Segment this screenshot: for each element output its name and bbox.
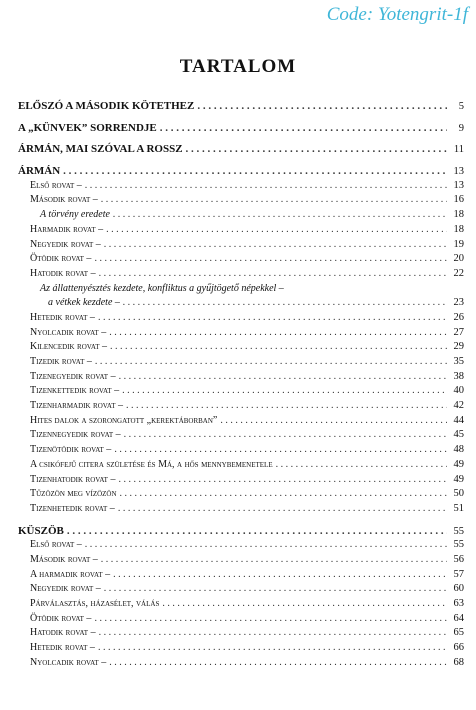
toc-entry-label: Első rovat – (30, 179, 82, 191)
dot-leader (63, 164, 447, 179)
toc-entry-page: 13 (453, 166, 464, 178)
watermark-code: Code: Yotengrit-1f (326, 4, 468, 25)
toc-entry-page: 42 (453, 400, 464, 412)
toc-entry (18, 326, 464, 341)
toc-entry-page: 27 (453, 326, 464, 338)
dot-leader (113, 568, 447, 583)
toc-entry (18, 443, 464, 458)
toc-entry-label: Második rovat – (30, 194, 98, 206)
toc-entry (18, 656, 464, 671)
toc-entry (18, 179, 464, 194)
toc-entry (18, 238, 464, 253)
toc-entry (18, 641, 464, 656)
toc-entry (18, 296, 464, 311)
toc-entry-label: Nyolcadik rovat – (30, 326, 107, 338)
toc-entry (18, 487, 464, 502)
toc-entry-page: 64 (453, 612, 464, 624)
toc-entry-page: 5 (458, 101, 464, 112)
toc-entry-page: 50 (453, 488, 464, 500)
toc-entry-label: Hetedik rovat – (30, 311, 95, 323)
toc-entry-label: A „KÜNVEK” SORRENDJE (18, 121, 157, 134)
toc-entry (18, 142, 464, 157)
toc-entry-label: Tizenhetedik rovat – (30, 502, 115, 514)
toc-entry-page: 49 (453, 458, 464, 470)
toc-entry (18, 399, 464, 414)
toc-entry-label: ELŐSZÓ A MÁSODIK KÖTETHEZ (18, 100, 195, 112)
toc-entry (18, 223, 464, 238)
toc-entry-label: Negyedik rovat – (30, 583, 101, 595)
toc-entry-page: 63 (453, 598, 464, 609)
toc-entry (18, 208, 464, 223)
dot-leader (101, 553, 447, 568)
toc-entry (18, 164, 464, 179)
toc-entry-page: 60 (453, 583, 464, 595)
table-of-contents (18, 99, 464, 670)
toc-entry-label: Hites dalok a szorongatott „kerektáborban” (30, 414, 218, 426)
dot-leader (197, 99, 447, 114)
toc-entry-page: 68 (453, 656, 464, 668)
toc-entry (18, 524, 464, 539)
dot-leader (99, 626, 447, 641)
dot-leader (98, 311, 447, 326)
dot-leader (101, 193, 447, 208)
toc-entry-label: A harmadik rovat – (30, 568, 111, 580)
dot-leader (186, 142, 447, 157)
toc-entry-page: 65 (453, 627, 464, 639)
toc-entry-label: Hatodik rovat – (30, 627, 96, 639)
toc-entry-page: 23 (453, 297, 464, 309)
dot-leader (276, 458, 447, 473)
dot-leader (95, 355, 447, 370)
toc-entry (18, 538, 464, 553)
toc-entry-page: 40 (453, 385, 464, 397)
dot-leader (67, 524, 447, 539)
toc-entry-label: Első rovat – (30, 539, 82, 551)
toc-entry-page: 16 (453, 194, 464, 206)
dot-leader (104, 238, 447, 253)
dot-leader (118, 502, 447, 517)
dot-leader (85, 538, 447, 553)
toc-entry (18, 582, 464, 597)
toc-entry-label: Tizenötödik rovat – (30, 444, 112, 456)
dot-leader (109, 326, 447, 341)
toc-entry (18, 340, 464, 355)
toc-entry-label: A csikófejű citera születése és Má, a hős mennybemenetele (30, 458, 273, 470)
dot-leader (110, 340, 447, 355)
toc-entry-page: 22 (453, 267, 464, 279)
toc-entry-label: Nyolcadik rovat – (30, 656, 107, 668)
toc-entry-page: 57 (453, 568, 464, 580)
dot-leader (160, 121, 447, 136)
toc-entry-label: Tizenhatodik rovat – (30, 473, 116, 485)
dot-leader (109, 656, 447, 671)
dot-leader (114, 443, 447, 458)
toc-entry-page: 13 (453, 179, 464, 191)
toc-entry-label: Az állattenyésztés kezdete, konfliktus a gyűjtögető népekkel – (40, 282, 284, 294)
toc-entry-label: KÜSZÖB (18, 524, 64, 537)
toc-entry (18, 311, 464, 326)
toc-entry-label: Kilencedik rovat – (30, 341, 107, 353)
toc-entry-label: ÁRMÁN, MAI SZÓVAL A ROSSZ (18, 143, 183, 156)
toc-entry-page: 56 (453, 553, 464, 565)
dot-leader (118, 473, 447, 488)
toc-entry-page: 18 (453, 223, 464, 235)
toc-entry-label: Tizedik rovat – (30, 356, 92, 367)
toc-entry (18, 612, 464, 627)
toc-entry-page: 11 (453, 144, 464, 156)
toc-entry (18, 553, 464, 568)
toc-entry-page: 9 (458, 122, 464, 134)
dot-leader (94, 612, 447, 627)
toc-entry-page: 44 (453, 414, 464, 426)
toc-entry-page: 66 (453, 642, 464, 654)
toc-entry (18, 121, 464, 136)
toc-entry-page: 29 (453, 341, 464, 353)
toc-entry (18, 502, 464, 517)
toc-entry (18, 597, 464, 612)
toc-entry-label: Hetedik rovat – (30, 642, 95, 654)
dot-leader (220, 414, 447, 429)
toc-entry (18, 458, 464, 473)
dot-leader (113, 208, 447, 223)
toc-entry (18, 355, 464, 370)
toc-entry-label: ÁRMÁN (18, 165, 61, 178)
dot-leader (98, 641, 447, 656)
toc-entry-label: Tizenkettedik rovat – (30, 385, 120, 397)
toc-entry-page: 18 (453, 209, 464, 221)
toc-entry-label: Párválasztás, házasélet, válás (30, 598, 160, 609)
toc-entry-label: a vétkek kezdete – (48, 297, 120, 309)
toc-entry (18, 282, 464, 297)
toc-entry (18, 267, 464, 282)
dot-leader (122, 384, 447, 399)
toc-entry-page: 48 (453, 444, 464, 456)
toc-entry-page: 55 (453, 525, 464, 537)
toc-entry-label: Negyedik rovat – (30, 238, 101, 250)
toc-entry (18, 193, 464, 208)
toc-entry-page: 45 (453, 429, 464, 441)
toc-entry (18, 568, 464, 583)
toc-entry (18, 252, 464, 267)
dot-leader (120, 487, 447, 502)
toc-entry (18, 414, 464, 429)
toc-entry-label: Tűzözön meg vízözön (30, 488, 117, 500)
toc-entry-label: Második rovat – (30, 553, 98, 565)
toc-entry-page: 26 (453, 311, 464, 323)
toc-entry (18, 99, 464, 114)
toc-entry-label: Ötödik rovat – (30, 253, 92, 265)
toc-entry-label: Tizenharmadik rovat – (30, 400, 123, 412)
toc-entry-label: Tizennegyedik rovat – (30, 429, 121, 441)
toc-entry-label: A törvény eredete (40, 209, 110, 221)
toc-entry (18, 384, 464, 399)
toc-entry (18, 473, 464, 488)
toc-entry (18, 370, 464, 385)
toc-entry (18, 428, 464, 443)
toc-entry-page: 35 (453, 356, 464, 367)
toc-entry-page: 20 (453, 253, 464, 265)
toc-entry-page: 19 (453, 238, 464, 250)
toc-entry-page: 49 (453, 473, 464, 485)
dot-leader (99, 267, 447, 282)
dot-leader (94, 252, 447, 267)
dot-leader (124, 428, 447, 443)
toc-entry (18, 626, 464, 641)
dot-leader (85, 179, 447, 194)
dot-leader (119, 370, 447, 385)
toc-entry-page: 51 (453, 502, 464, 514)
toc-entry-label: Tizenegyedik rovat – (30, 370, 116, 382)
dot-leader (123, 296, 447, 311)
toc-entry-page: 55 (453, 539, 464, 551)
toc-entry-label: Ötödik rovat – (30, 612, 92, 624)
dot-leader (104, 582, 447, 597)
dot-leader (126, 399, 447, 414)
toc-entry-label: Hatodik rovat – (30, 267, 96, 279)
page-title: TARTALOM (179, 56, 297, 77)
toc-entry-label: Harmadik rovat – (30, 223, 104, 235)
dot-leader (106, 223, 447, 238)
toc-entry-page: 38 (453, 370, 464, 382)
dot-leader (162, 597, 447, 612)
